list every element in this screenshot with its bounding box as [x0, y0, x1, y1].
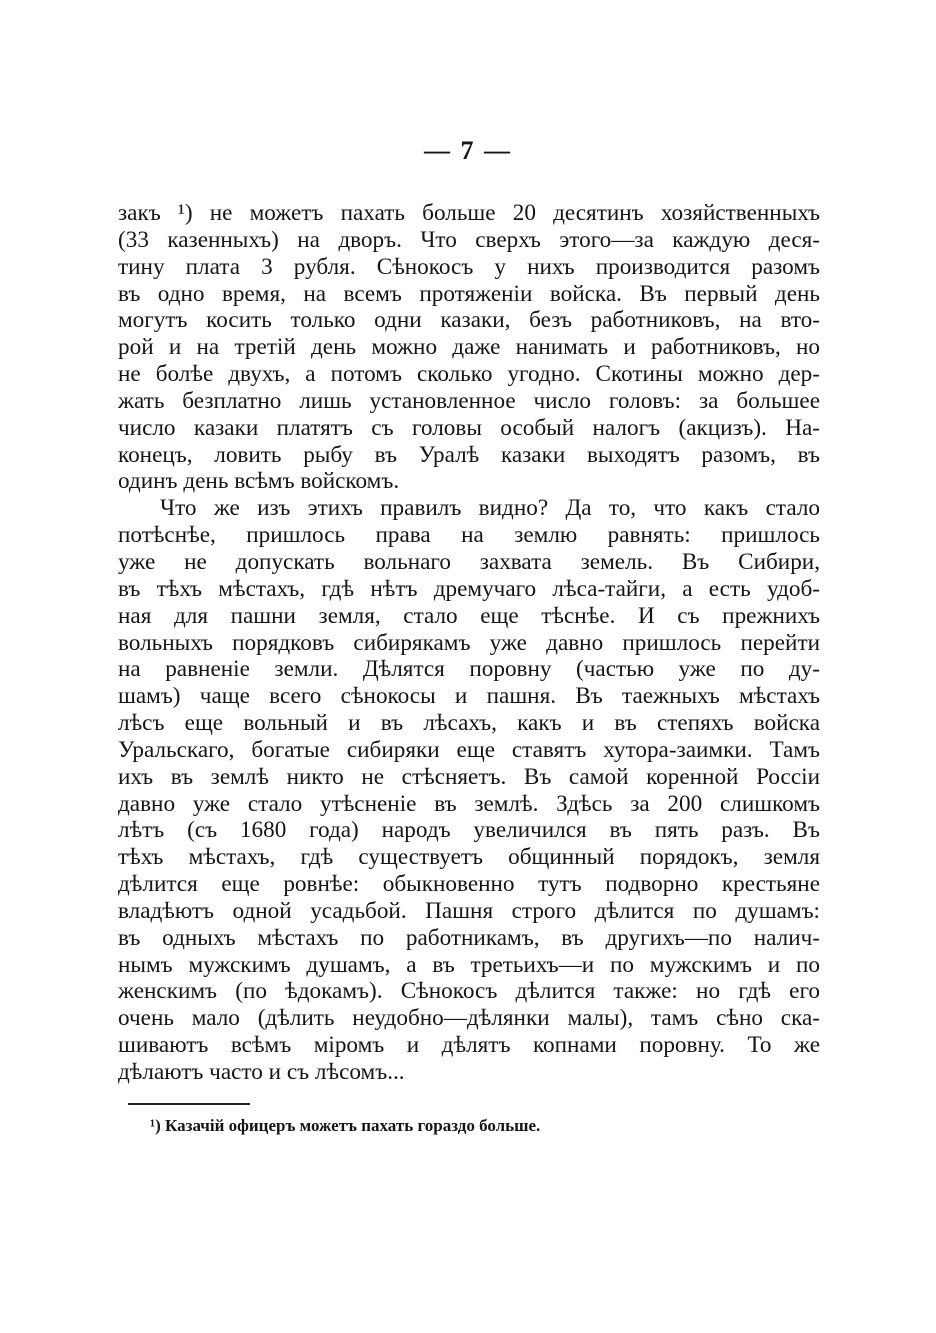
text-line: въ одно время, на всемъ протяженіи войска. Въ первый день: [118, 280, 820, 307]
text-line: вольныхъ порядковъ сибирякамъ уже давно пришлось перейти: [118, 629, 820, 656]
page-number: — 7 —: [424, 136, 512, 165]
text-line: въ тѣхъ мѣстахъ, гдѣ нѣтъ дремучаго лѣса-тайги, а есть удоб-: [118, 575, 820, 602]
text-line: одинъ день всѣмъ войскомъ.: [118, 468, 400, 495]
footnote: ¹) Казачій офицеръ можетъ пахать гораздо больше.: [150, 1116, 541, 1135]
text-line: Уральскаго, богатые сибиряки еще ставятъ хутора-заимки. Тамъ: [118, 736, 820, 763]
text-line: могутъ косить только одни казаки, безъ работниковъ, на вто-: [118, 307, 820, 334]
text-line: шамъ) чаще всего сѣнокосы и пашня. Въ таежныхъ мѣстахъ: [118, 683, 820, 710]
text-line: женскимъ (по ѣдокамъ). Сѣнокосъ дѣлится также: но гдѣ его: [118, 978, 820, 1005]
text-line: закъ ¹) не можетъ пахать больше 20 десятинъ хозяйственныхъ: [118, 200, 820, 226]
text-line: не болѣе двухъ, а потомъ сколько угодно. Скотины можно дер-: [118, 361, 820, 388]
text-line: на равненіе земли. Дѣлятся поровну (частью уже по ду-: [118, 656, 820, 683]
text-line: ная для пашни земля, стало еще тѣснѣе. И съ прежнихъ: [118, 602, 820, 629]
text-line: конецъ, ловить рыбу въ Уралѣ казаки выходятъ разомъ, въ: [118, 441, 820, 468]
text-line: уже не допускать вольнаго захвата земель. Въ Сибири,: [118, 548, 820, 575]
text-line: дѣлится еще ровнѣе: обыкновенно тутъ подворно крестьяне: [118, 871, 820, 898]
text-line: рой и на третій день можно даже нанимать и работниковъ, но: [118, 334, 820, 361]
text-line: тѣхъ мѣстахъ, гдѣ существуетъ общинный порядокъ, земля: [118, 844, 820, 871]
text-line: въ одныхъ мѣстахъ по работникамъ, въ другихъ—по налич-: [118, 924, 820, 951]
text-line: Что же изъ этихъ правилъ видно? Да то, что какъ стало: [160, 495, 820, 522]
text-line: лѣтъ (съ 1680 года) народъ увеличился въ пять разъ. Въ: [118, 817, 820, 844]
text-line: дѣлаютъ часто и съ лѣсомъ...: [118, 1059, 405, 1085]
text-line: число казаки платятъ съ головы особый налогъ (акцизъ). На-: [118, 414, 820, 441]
main-text: [118, 200, 820, 1086]
text-line: жать безплатно лишь установленное число головъ: за большее: [118, 387, 820, 414]
text-line: давно уже стало утѣсненіе въ землѣ. Здѣсь за 200 слишкомъ: [118, 790, 820, 817]
text-line: нымъ мужскимъ душамъ, а въ третьихъ—и по мужскимъ и по: [118, 951, 820, 978]
text-line: потѣснѣе, пришлось права на землю равнять: пришлось: [118, 522, 820, 549]
text-line: владѣютъ одной усадьбой. Пашня строго дѣлится по душамъ:: [118, 897, 820, 924]
text-line: ихъ въ землѣ никто не стѣсняетъ. Въ самой коренной Россіи: [118, 763, 820, 790]
text-line: тину плата 3 рубля. Сѣнокосъ у нихъ производится разомъ: [118, 253, 820, 280]
text-line: шиваютъ всѣмъ міромъ и дѣлятъ копнами поровну. То же: [118, 1032, 820, 1059]
text-line: (33 казенныхъ) на дворъ. Что сверхъ этого—за каждую деся-: [118, 226, 820, 253]
text-line: очень мало (дѣлить неудобно—дѣлянки малы), тамъ сѣно ска-: [118, 1005, 820, 1032]
text-line: лѣсъ еще вольный и въ лѣсахъ, какъ и въ степяхъ войска: [118, 710, 820, 737]
footnote-rule: [128, 1103, 250, 1105]
